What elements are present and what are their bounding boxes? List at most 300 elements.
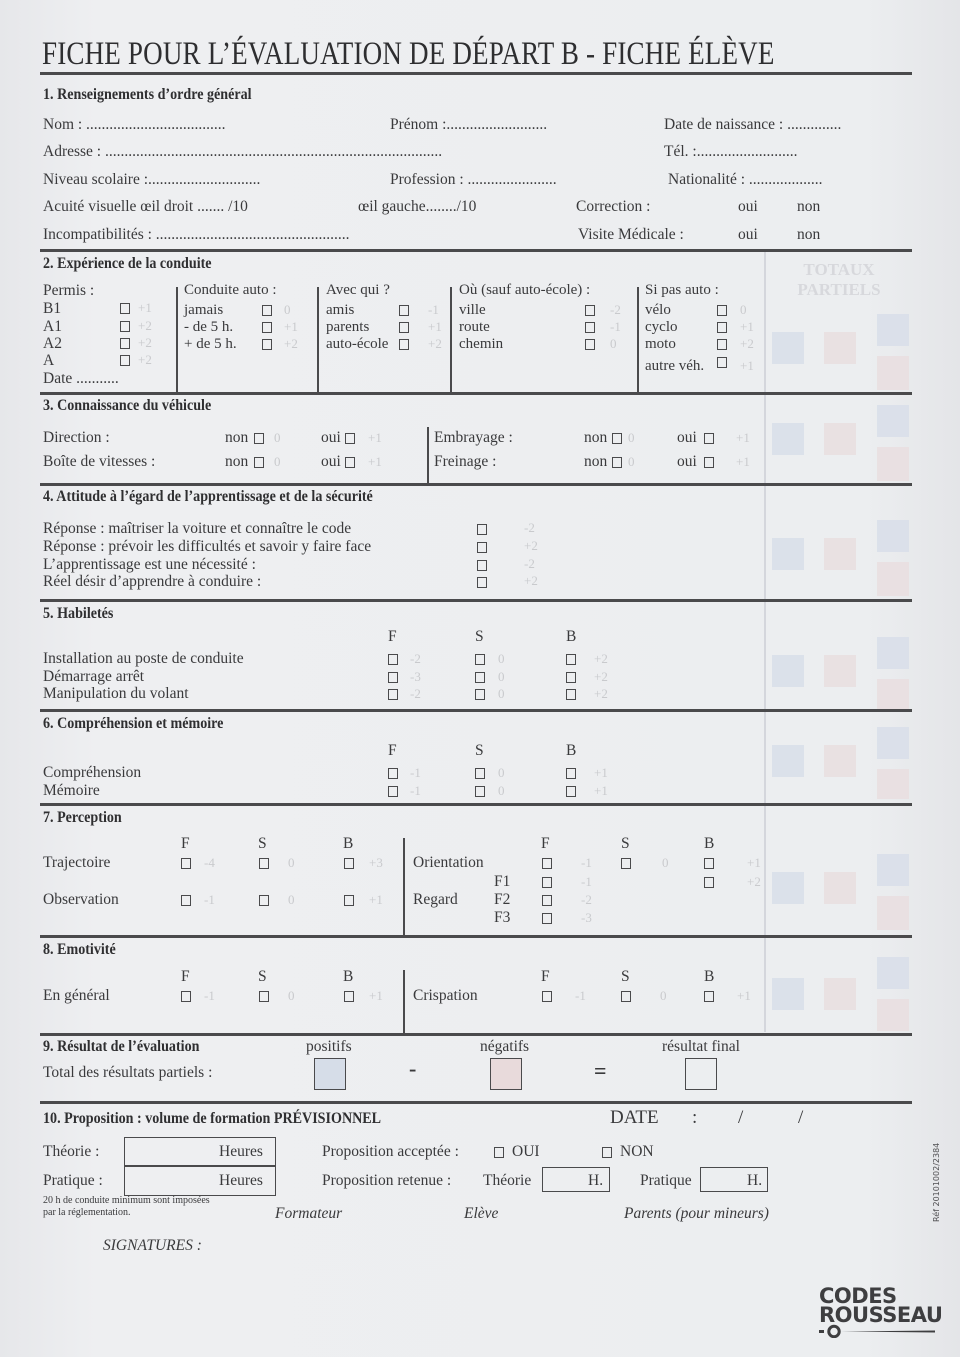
points-value: +1 xyxy=(740,319,754,334)
points-value: +1 xyxy=(736,430,750,445)
points-value: 0 xyxy=(498,783,505,798)
comprehension-f-checkbox[interactable] xyxy=(388,768,398,779)
sipas-autre-label: autre véh. xyxy=(645,358,705,374)
column-divider xyxy=(403,838,405,936)
observation-b-checkbox[interactable] xyxy=(344,895,354,906)
permis-a2-label: A2 xyxy=(43,335,62,352)
habilete-f-checkbox[interactable] xyxy=(388,689,398,700)
crispation-label: Crispation xyxy=(413,987,478,1004)
partial-result-positive-box xyxy=(877,727,909,759)
tel-field[interactable]: Tél. :.......................... xyxy=(664,143,798,160)
col-header-s: S xyxy=(475,628,484,645)
visite-non-option[interactable]: non xyxy=(797,226,821,243)
points-value: +1 xyxy=(594,783,608,798)
retenue-theorie-label: Théorie xyxy=(483,1172,532,1189)
codes-rousseau-logo-mark-icon xyxy=(819,1324,937,1338)
freinage-label: Freinage : xyxy=(434,453,497,470)
sipas-cyclo-label: cyclo xyxy=(645,319,678,335)
crispation-f-checkbox[interactable] xyxy=(542,991,552,1002)
points-value: 0 xyxy=(740,302,747,317)
permis-a2-checkbox[interactable] xyxy=(120,338,130,349)
niveau-scolaire-field[interactable]: Niveau scolaire :............................. xyxy=(43,171,261,188)
partial-positive-box xyxy=(772,423,804,455)
col-header-f: F xyxy=(541,835,550,852)
sipas-velo-checkbox[interactable] xyxy=(717,305,727,316)
avec-qui-label: Avec qui ? xyxy=(326,282,390,298)
points-value: +2 xyxy=(747,874,761,889)
ou-route-checkbox[interactable] xyxy=(585,322,595,333)
points-value: 0 xyxy=(628,430,635,445)
embrayage-non-checkbox[interactable] xyxy=(612,433,622,444)
col-header-b: B xyxy=(566,742,577,759)
column-divider xyxy=(403,970,405,1034)
crispation-s-checkbox[interactable] xyxy=(621,991,631,1002)
resultat-final-box[interactable] xyxy=(685,1058,717,1090)
boite-oui-checkbox[interactable] xyxy=(345,457,355,468)
retenue-pratique-label: Pratique xyxy=(640,1172,692,1189)
visite-oui-option[interactable]: oui xyxy=(738,226,758,243)
section-rule xyxy=(40,1101,912,1104)
proposition-acceptee-label: Proposition acceptée : xyxy=(322,1143,459,1160)
points-value: -1 xyxy=(581,855,592,870)
permis-a-checkbox[interactable] xyxy=(120,355,130,366)
habilete-s-checkbox[interactable] xyxy=(475,654,485,665)
points-value: +1 xyxy=(747,855,761,870)
avec-parents-label: parents xyxy=(326,319,370,335)
partial-negative-box xyxy=(824,423,856,455)
points-value: +1 xyxy=(740,358,754,373)
points-value: -2 xyxy=(410,651,421,666)
trajectoire-b-checkbox[interactable] xyxy=(344,858,354,869)
memoire-f-checkbox[interactable] xyxy=(388,786,398,797)
formateur-signature-label: Formateur xyxy=(275,1205,343,1222)
reference-number: Réf 20101002/2384 xyxy=(932,1142,941,1222)
partial-result-negative-box xyxy=(877,447,909,481)
conduite-moins-5h-checkbox[interactable] xyxy=(262,322,272,333)
col-header-s: S xyxy=(475,742,484,759)
theorie-heures-field[interactable]: Heures xyxy=(219,1143,263,1160)
retenue-theorie-unit: H. xyxy=(588,1172,604,1189)
section-rule xyxy=(40,392,912,395)
points-value: +3 xyxy=(369,855,383,870)
points-value: +2 xyxy=(524,538,538,553)
adresse-field[interactable]: Adresse : ....................................................................................... xyxy=(43,143,443,160)
sipas-cyclo-checkbox[interactable] xyxy=(717,322,727,333)
acceptee-oui-checkbox[interactable] xyxy=(494,1147,504,1158)
points-value: 0 xyxy=(660,988,667,1003)
section-rule xyxy=(40,803,912,806)
si-pas-auto-label: Si pas auto : xyxy=(645,282,719,298)
freinage-oui-checkbox[interactable] xyxy=(704,457,714,468)
avec-amis-checkbox[interactable] xyxy=(399,305,409,316)
nom-field[interactable]: Nom : .................................... xyxy=(43,116,226,133)
memoire-label: Mémoire xyxy=(43,782,100,799)
col-header-b: B xyxy=(343,835,354,852)
points-value: -1 xyxy=(610,319,621,334)
conduite-jamais-checkbox[interactable] xyxy=(262,305,272,316)
points-value: +2 xyxy=(138,352,152,367)
direction-oui-label: oui xyxy=(321,429,341,446)
retenue-pratique-unit: H. xyxy=(747,1172,763,1189)
conduite-moins-5h-label: - de 5 h. xyxy=(184,319,234,335)
sipas-moto-label: moto xyxy=(645,336,676,352)
equals-sign: = xyxy=(594,1058,607,1083)
points-value: 0 xyxy=(288,988,295,1003)
correction-oui-option[interactable]: oui xyxy=(738,198,758,215)
date-slash-1[interactable]: / xyxy=(738,1107,744,1128)
partial-negative-box xyxy=(824,745,856,777)
partial-result-negative-box xyxy=(877,562,909,596)
ou-ville-label: ville xyxy=(459,302,486,318)
title-rule xyxy=(40,72,912,75)
acuite-droit-field[interactable]: Acuité visuelle œil droit ....... /10 xyxy=(43,198,248,215)
points-value: 0 xyxy=(628,454,635,469)
points-value: +2 xyxy=(428,336,442,351)
column-divider xyxy=(317,287,319,393)
en-general-b-checkbox[interactable] xyxy=(344,991,354,1002)
embrayage-label: Embrayage : xyxy=(434,429,513,446)
attitude-row-label: Réponse : maîtriser la voiture et connaître le code xyxy=(43,520,352,537)
avec-auto-ecole-label: auto-école xyxy=(326,336,389,352)
habilete-f-checkbox[interactable] xyxy=(388,654,398,665)
comprehension-b-checkbox[interactable] xyxy=(566,768,576,779)
points-value: +2 xyxy=(594,651,608,666)
regard-f3-checkbox[interactable] xyxy=(542,913,552,924)
points-value: 0 xyxy=(662,855,669,870)
trajectoire-f-checkbox[interactable] xyxy=(181,858,191,869)
points-value: +2 xyxy=(138,318,152,333)
regard-f2-checkbox[interactable] xyxy=(542,895,552,906)
section-9-heading: 9. Résultat de l’évaluation xyxy=(43,1038,200,1055)
ou-route-label: route xyxy=(459,319,490,335)
section-rule xyxy=(40,599,912,602)
parents-signature-label: Parents (pour mineurs) xyxy=(624,1205,769,1222)
orientation-f-checkbox[interactable] xyxy=(542,858,552,869)
section-rule xyxy=(40,1033,912,1036)
section-rule xyxy=(40,249,912,252)
avec-parents-checkbox[interactable] xyxy=(399,322,409,333)
col-header-f: F xyxy=(181,835,190,852)
en-general-s-checkbox[interactable] xyxy=(259,991,269,1002)
freinage-non-label: non xyxy=(584,453,608,470)
ou-label: Où (sauf auto-école) : xyxy=(459,282,591,298)
habilete-b-checkbox[interactable] xyxy=(566,654,576,665)
reglementation-note-1: 20 h de conduite minimum sont imposées xyxy=(43,1195,210,1206)
points-value: +1 xyxy=(368,454,382,469)
acuite-gauche-field[interactable]: œil gauche......../10 xyxy=(358,198,477,215)
section-4-heading: 4. Attitude à l’égard de l’apprentissage et de la sécurité xyxy=(43,488,373,505)
column-divider xyxy=(637,287,639,393)
attitude-checkbox[interactable] xyxy=(477,524,487,535)
conduite-plus-5h-checkbox[interactable] xyxy=(262,339,272,350)
minus-sign: - xyxy=(409,1056,417,1081)
trajectoire-label: Trajectoire xyxy=(43,854,111,871)
permis-b1-checkbox[interactable] xyxy=(120,303,130,314)
en-general-label: En général xyxy=(43,987,110,1004)
col-header-b: B xyxy=(704,968,715,985)
section-rule xyxy=(40,483,912,486)
ou-chemin-label: chemin xyxy=(459,336,504,352)
habilete-row-label: Manipulation du volant xyxy=(43,685,189,702)
date-slash-2[interactable]: / xyxy=(798,1107,804,1128)
points-value: 0 xyxy=(498,651,505,666)
points-value: -3 xyxy=(410,669,421,684)
direction-oui-checkbox[interactable] xyxy=(345,433,355,444)
habilete-b-checkbox[interactable] xyxy=(566,689,576,700)
incompatibilites-field[interactable]: Incompatibilités : .................................................. xyxy=(43,226,350,243)
attitude-checkbox[interactable] xyxy=(477,542,487,553)
points-value: -2 xyxy=(524,556,535,571)
sipas-autre-checkbox[interactable] xyxy=(717,357,727,368)
partial-result-negative-box xyxy=(877,679,909,709)
regard-f3-label: F3 xyxy=(494,909,511,926)
boite-non-label: non xyxy=(225,453,249,470)
observation-s-checkbox[interactable] xyxy=(259,895,269,906)
points-value: 0 xyxy=(274,430,281,445)
regard-f1-checkbox[interactable] xyxy=(542,877,552,888)
regard-b-checkbox[interactable] xyxy=(704,877,714,888)
boite-non-checkbox[interactable] xyxy=(254,457,264,468)
points-value: +1 xyxy=(369,892,383,907)
heures-divider xyxy=(124,1165,276,1167)
section-8-heading: 8. Emotivité xyxy=(43,941,116,958)
permis-date-field[interactable]: Date ........... xyxy=(43,370,119,387)
habilete-f-checkbox[interactable] xyxy=(388,672,398,683)
partial-result-positive-box xyxy=(877,957,909,989)
points-value: 0 xyxy=(288,892,295,907)
points-value: 0 xyxy=(288,855,295,870)
date-colon: : xyxy=(692,1107,698,1128)
attitude-row-label: Réponse : prévoir les difficultés et savoir y faire face xyxy=(43,538,372,555)
orientation-b-checkbox[interactable] xyxy=(704,858,714,869)
ou-ville-checkbox[interactable] xyxy=(585,305,595,316)
regard-label: Regard xyxy=(413,891,458,908)
partial-negative-box xyxy=(824,872,856,904)
habilete-s-checkbox[interactable] xyxy=(475,672,485,683)
partial-negative-box xyxy=(824,655,856,687)
partial-result-positive-box xyxy=(877,520,909,552)
boite-vitesses-label: Boîte de vitesses : xyxy=(43,453,156,470)
codes-rousseau-logo-line2: ROUSSEAU xyxy=(819,1303,943,1327)
regard-f2-label: F2 xyxy=(494,891,511,908)
sipas-velo-label: vélo xyxy=(645,302,671,318)
habilete-row-label: Installation au poste de conduite xyxy=(43,650,244,667)
date-naissance-field[interactable]: Date de naissance : .............. xyxy=(664,116,842,133)
permis-b1-label: B1 xyxy=(43,300,62,317)
partial-negative-box xyxy=(824,978,856,1010)
avec-amis-label: amis xyxy=(326,302,355,318)
permis-a1-checkbox[interactable] xyxy=(120,321,130,332)
points-value: +1 xyxy=(737,988,751,1003)
points-value: 0 xyxy=(498,669,505,684)
acceptee-non-checkbox[interactable] xyxy=(602,1147,612,1158)
partial-positive-box xyxy=(772,538,804,570)
totaux-partiels-label: TOTAUX PARTIELS xyxy=(797,260,881,299)
freinage-non-checkbox[interactable] xyxy=(612,457,622,468)
points-value: 0 xyxy=(274,454,281,469)
avec-auto-ecole-checkbox[interactable] xyxy=(399,339,409,350)
totals-column-divider xyxy=(764,252,766,1032)
positifs-label: positifs xyxy=(306,1038,352,1055)
column-divider xyxy=(176,287,178,393)
form-title: FICHE POUR L’ÉVALUATION DE DÉPART B - FICHE ÉLÈVE xyxy=(42,36,775,72)
acceptee-non-label: NON xyxy=(620,1143,654,1160)
points-value: -1 xyxy=(575,988,586,1003)
partial-result-negative-box xyxy=(877,769,909,799)
total-negatifs-box[interactable] xyxy=(490,1058,522,1090)
points-value: +1 xyxy=(369,988,383,1003)
conduite-jamais-label: jamais xyxy=(184,302,224,318)
points-value: +2 xyxy=(138,335,152,350)
en-general-f-checkbox[interactable] xyxy=(181,991,191,1002)
embrayage-oui-checkbox[interactable] xyxy=(704,433,714,444)
partial-result-negative-box xyxy=(877,356,909,390)
correction-label: Correction : xyxy=(576,198,651,215)
points-value: +1 xyxy=(428,319,442,334)
col-header-b: B xyxy=(343,968,354,985)
observation-f-checkbox[interactable] xyxy=(181,895,191,906)
total-resultats-label: Total des résultats partiels : xyxy=(43,1064,213,1081)
memoire-s-checkbox[interactable] xyxy=(475,786,485,797)
points-value: -2 xyxy=(610,302,621,317)
attitude-row-label: L’apprentissage est une nécessité : xyxy=(43,556,256,573)
crispation-b-checkbox[interactable] xyxy=(704,991,714,1002)
acceptee-oui-label: OUI xyxy=(512,1143,540,1160)
regard-f1-label: F1 xyxy=(494,873,511,890)
sipas-moto-checkbox[interactable] xyxy=(717,339,727,350)
freinage-oui-label: oui xyxy=(677,453,697,470)
points-value: 0 xyxy=(284,302,291,317)
col-header-s: S xyxy=(258,835,267,852)
partial-result-positive-box xyxy=(877,854,909,886)
points-value: +1 xyxy=(368,430,382,445)
prenom-field[interactable]: Prénom :.......................... xyxy=(390,116,548,133)
points-value: -2 xyxy=(524,520,535,535)
total-positifs-box[interactable] xyxy=(314,1058,346,1090)
reglementation-note-2: par la réglementation. xyxy=(43,1207,131,1218)
partial-positive-box xyxy=(772,332,804,364)
col-header-f: F xyxy=(181,968,190,985)
points-value: +1 xyxy=(138,300,152,315)
col-header-s: S xyxy=(258,968,267,985)
orientation-s-checkbox[interactable] xyxy=(621,858,631,869)
proposition-retenue-label: Proposition retenue : xyxy=(322,1172,452,1189)
attitude-checkbox[interactable] xyxy=(477,560,487,571)
section-rule xyxy=(40,935,912,938)
section-7-heading: 7. Perception xyxy=(43,809,122,826)
points-value: -1 xyxy=(204,988,215,1003)
habilete-b-checkbox[interactable] xyxy=(566,672,576,683)
orientation-label: Orientation xyxy=(413,854,484,871)
column-divider xyxy=(450,287,452,393)
direction-label: Direction : xyxy=(43,429,110,446)
partial-result-positive-box xyxy=(877,405,909,437)
points-value: +2 xyxy=(740,336,754,351)
signatures-label: SIGNATURES : xyxy=(103,1237,202,1254)
partial-result-negative-box xyxy=(877,999,909,1031)
partial-result-negative-box xyxy=(877,896,909,930)
pratique-heures-field[interactable]: Heures xyxy=(219,1172,263,1189)
col-header-s: S xyxy=(621,835,630,852)
points-value: +2 xyxy=(594,669,608,684)
comprehension-s-checkbox[interactable] xyxy=(475,768,485,779)
trajectoire-s-checkbox[interactable] xyxy=(259,858,269,869)
points-value: 0 xyxy=(610,336,617,351)
ou-chemin-checkbox[interactable] xyxy=(585,339,595,350)
correction-non-option[interactable]: non xyxy=(797,198,821,215)
points-value: +1 xyxy=(594,765,608,780)
profession-field[interactable]: Profession : ....................... xyxy=(390,171,557,188)
partial-positive-box xyxy=(772,978,804,1010)
nationalite-field[interactable]: Nationalité : ................... xyxy=(668,171,823,188)
partial-result-positive-box xyxy=(877,314,909,346)
points-value: -1 xyxy=(204,892,215,907)
conduite-plus-5h-label: + de 5 h. xyxy=(184,336,237,352)
section-5-heading: 5. Habiletés xyxy=(43,605,114,622)
pratique-label: Pratique : xyxy=(43,1172,103,1189)
date-label: DATE xyxy=(610,1107,659,1128)
direction-non-checkbox[interactable] xyxy=(254,433,264,444)
points-value: +2 xyxy=(594,686,608,701)
boite-oui-label: oui xyxy=(321,453,341,470)
points-value: -3 xyxy=(581,910,592,925)
attitude-row-label: Réel désir d’apprendre à conduire : xyxy=(43,573,262,590)
attitude-checkbox[interactable] xyxy=(477,577,487,588)
negatifs-label: négatifs xyxy=(480,1038,530,1055)
points-value: -1 xyxy=(428,302,439,317)
partial-positive-box xyxy=(772,872,804,904)
section-2-heading: 2. Expérience de la conduite xyxy=(43,255,212,272)
embrayage-non-label: non xyxy=(584,429,608,446)
codes-rousseau-logo-line1: CODES xyxy=(819,1284,897,1308)
col-header-b: B xyxy=(566,628,577,645)
visite-medicale-label: Visite Médicale : xyxy=(578,226,684,243)
points-value: +2 xyxy=(524,573,538,588)
section-rule xyxy=(40,709,912,712)
partial-negative-box xyxy=(824,538,856,570)
col-header-b: B xyxy=(704,835,715,852)
comprehension-label: Compréhension xyxy=(43,764,142,781)
observation-label: Observation xyxy=(43,891,119,908)
permis-label: Permis : xyxy=(43,282,95,299)
points-value: +1 xyxy=(284,319,298,334)
partial-negative-box xyxy=(824,332,856,364)
habilete-row-label: Démarrage arrêt xyxy=(43,668,145,685)
theorie-label: Théorie : xyxy=(43,1143,100,1160)
partial-positive-box xyxy=(772,745,804,777)
col-header-f: F xyxy=(541,968,550,985)
section-10-heading: 10. Proposition : volume de formation PRÉVISIONNEL xyxy=(43,1110,382,1127)
points-value: 0 xyxy=(498,765,505,780)
section-3-heading: 3. Connaissance du véhicule xyxy=(43,397,212,414)
habilete-s-checkbox[interactable] xyxy=(475,689,485,700)
col-header-f: F xyxy=(388,628,397,645)
column-divider xyxy=(427,427,429,484)
col-header-s: S xyxy=(621,968,630,985)
points-value: -2 xyxy=(410,686,421,701)
points-value: -4 xyxy=(204,855,215,870)
conduite-auto-label: Conduite auto : xyxy=(184,282,277,298)
memoire-b-checkbox[interactable] xyxy=(566,786,576,797)
eleve-signature-label: Elève xyxy=(464,1205,499,1222)
col-header-f: F xyxy=(388,742,397,759)
points-value: -1 xyxy=(410,783,421,798)
section-6-heading: 6. Compréhension et mémoire xyxy=(43,715,224,732)
points-value: -1 xyxy=(581,874,592,889)
partial-positive-box xyxy=(772,655,804,687)
resultat-final-label: résultat final xyxy=(662,1038,740,1055)
permis-a-label: A xyxy=(43,352,55,369)
